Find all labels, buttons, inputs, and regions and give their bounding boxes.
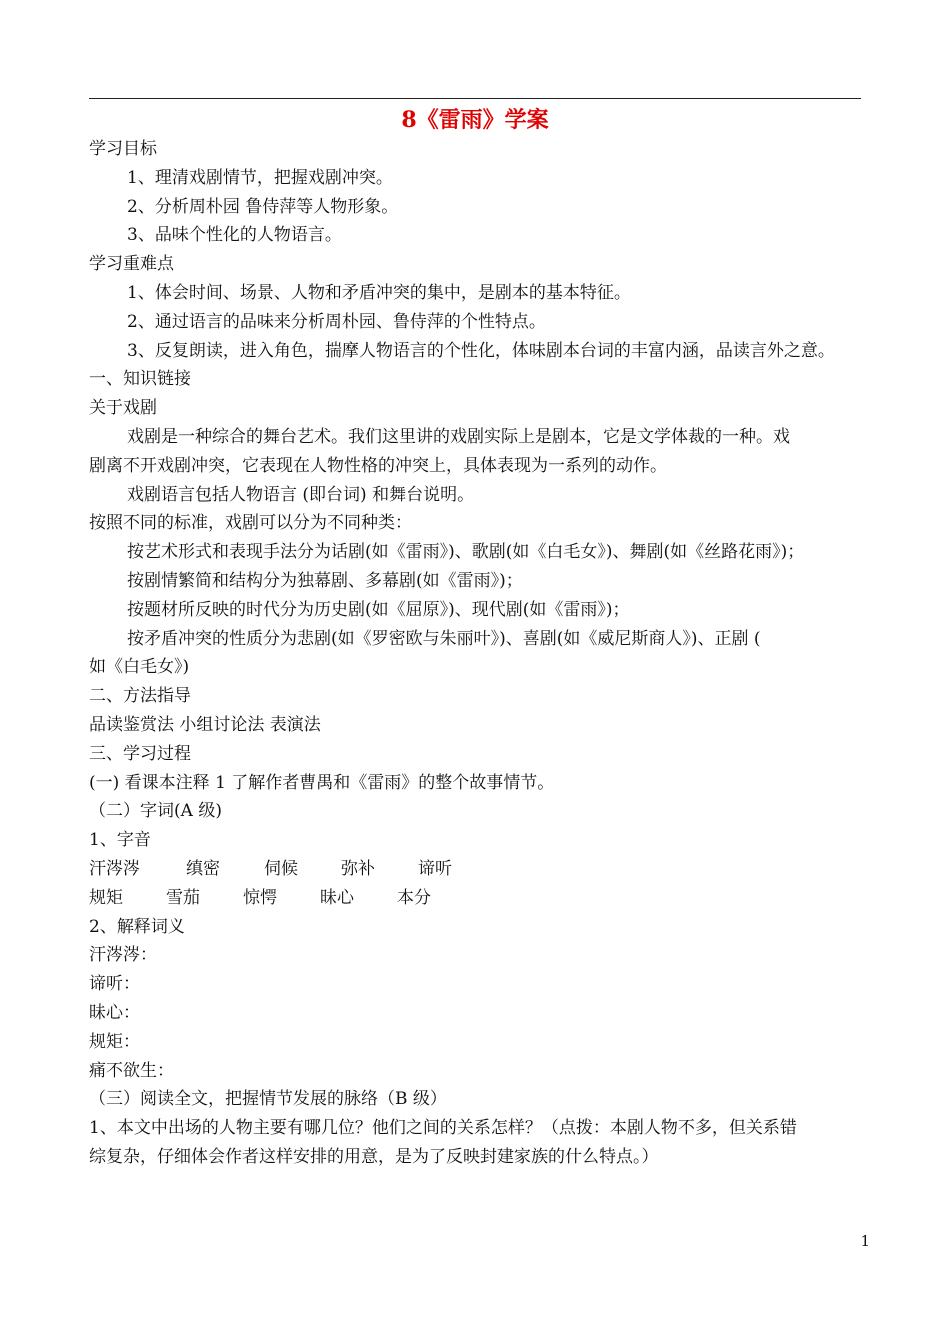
question-line: 1、本文中出场的人物主要有哪几位？他们之间的关系怎样？（点拨：本剧人物不多，但关系错: [89, 1118, 797, 1139]
explain-item: 痛不欲生：: [89, 1060, 174, 1081]
method-text: 品读鉴赏法 小组讨论法 表演法: [89, 714, 321, 735]
word-row: [89, 855, 869, 884]
page-number: 1: [860, 1232, 870, 1250]
classify-item-continued: 如《白毛女》): [89, 657, 190, 678]
word: 雪茄: [166, 887, 200, 908]
drama-paragraph-line: 戏剧是一种综合的舞台艺术。我们这里讲的戏剧实际上是剧本，它是文学体裁的一种。戏: [127, 426, 790, 447]
pronunciation-heading: 1、字音: [89, 830, 151, 851]
document-title: 8《雷雨》学案: [401, 107, 549, 133]
document-body: [89, 135, 869, 1172]
goals-heading: 学习目标: [89, 139, 157, 159]
word: 规矩: [89, 887, 123, 908]
classify-item: 按题材所反映的时代分为历史剧(如《屈原》)、现代剧(如《雷雨》)；: [127, 599, 630, 620]
classify-intro: 按照不同的标准，戏剧可以分为不同种类：: [89, 513, 412, 534]
process-heading: 三、学习过程: [89, 743, 191, 764]
knowledge-heading: 一、知识链接: [89, 369, 191, 390]
key-points-heading: 学习重难点: [89, 254, 174, 275]
key-point-item: [89, 337, 869, 366]
word: 汗涔涔: [89, 858, 140, 879]
classify-item: 按矛盾冲突的性质分为悲剧(如《罗密欧与朱丽叶》)、喜剧(如《威尼斯商人》)、正剧 (: [127, 628, 761, 649]
word: 昧心: [320, 887, 354, 908]
explain-item: 规矩：: [89, 1031, 140, 1052]
goal-item: 2、分析周朴园 鲁侍萍等人物形象。: [127, 196, 399, 217]
word: 伺候: [264, 858, 298, 879]
goal-item: 3、品味个性化的人物语言。: [127, 225, 342, 246]
classify-item: 按剧情繁简和结构分为独幕剧、多幕剧(如《雷雨》)；: [127, 570, 523, 591]
word: 惊愕: [243, 887, 277, 908]
process-step: （三）阅读全文，把握情节发展的脉络（B 级）: [89, 1089, 447, 1110]
goal-item: 1、理清戏剧情节，把握戏剧冲突。: [127, 167, 393, 188]
method-heading: 二、方法指导: [89, 686, 191, 707]
key-point-item: 1、体会时间、场景、人物和矛盾冲突的集中，是剧本的基本特征。: [127, 282, 631, 303]
explain-heading: 2、解释词义: [89, 916, 185, 937]
header-rule: [89, 98, 861, 99]
word: 弥补: [341, 858, 375, 879]
process-step: (一) 看课本注释 1 了解作者曹禺和《雷雨》的整个故事情节。: [89, 772, 555, 793]
classify-item: 按艺术形式和表现手法分为话剧(如《雷雨》)、歌剧(如《白毛女》)、舞剧(如《丝路花雨》)；: [127, 542, 805, 563]
knowledge-subheading: 关于戏剧: [89, 398, 157, 419]
drama-language-paragraph: 戏剧语言包括人物语言 (即台词) 和舞台说明。: [127, 484, 475, 505]
process-step: （二）字词(A 级): [89, 801, 222, 822]
explain-item: 昧心：: [89, 1002, 140, 1023]
drama-paragraph-line: 剧离不开戏剧冲突，它表现在人物性格的冲突上，具体表现为一系列的动作。: [89, 455, 667, 476]
question-line: 综复杂，仔细体会作者这样安排的用意，是为了反映封建家族的什么特点。）: [89, 1146, 659, 1167]
word: 谛听: [418, 858, 452, 879]
key-point-item-text: 3、反复朗读，进入角色，揣摩人物语言的个性化，体味剧本台词的丰富内涵，品读言外之意。: [127, 340, 835, 361]
word-row: [89, 884, 869, 913]
key-point-item: 2、通过语言的品味来分析周朴园、鲁侍萍的个性特点。: [127, 311, 546, 332]
word: 缜密: [186, 858, 220, 879]
word: 本分: [397, 887, 431, 908]
explain-item: 谛听：: [89, 974, 140, 995]
explain-item: 汗涔涔：: [89, 945, 157, 966]
